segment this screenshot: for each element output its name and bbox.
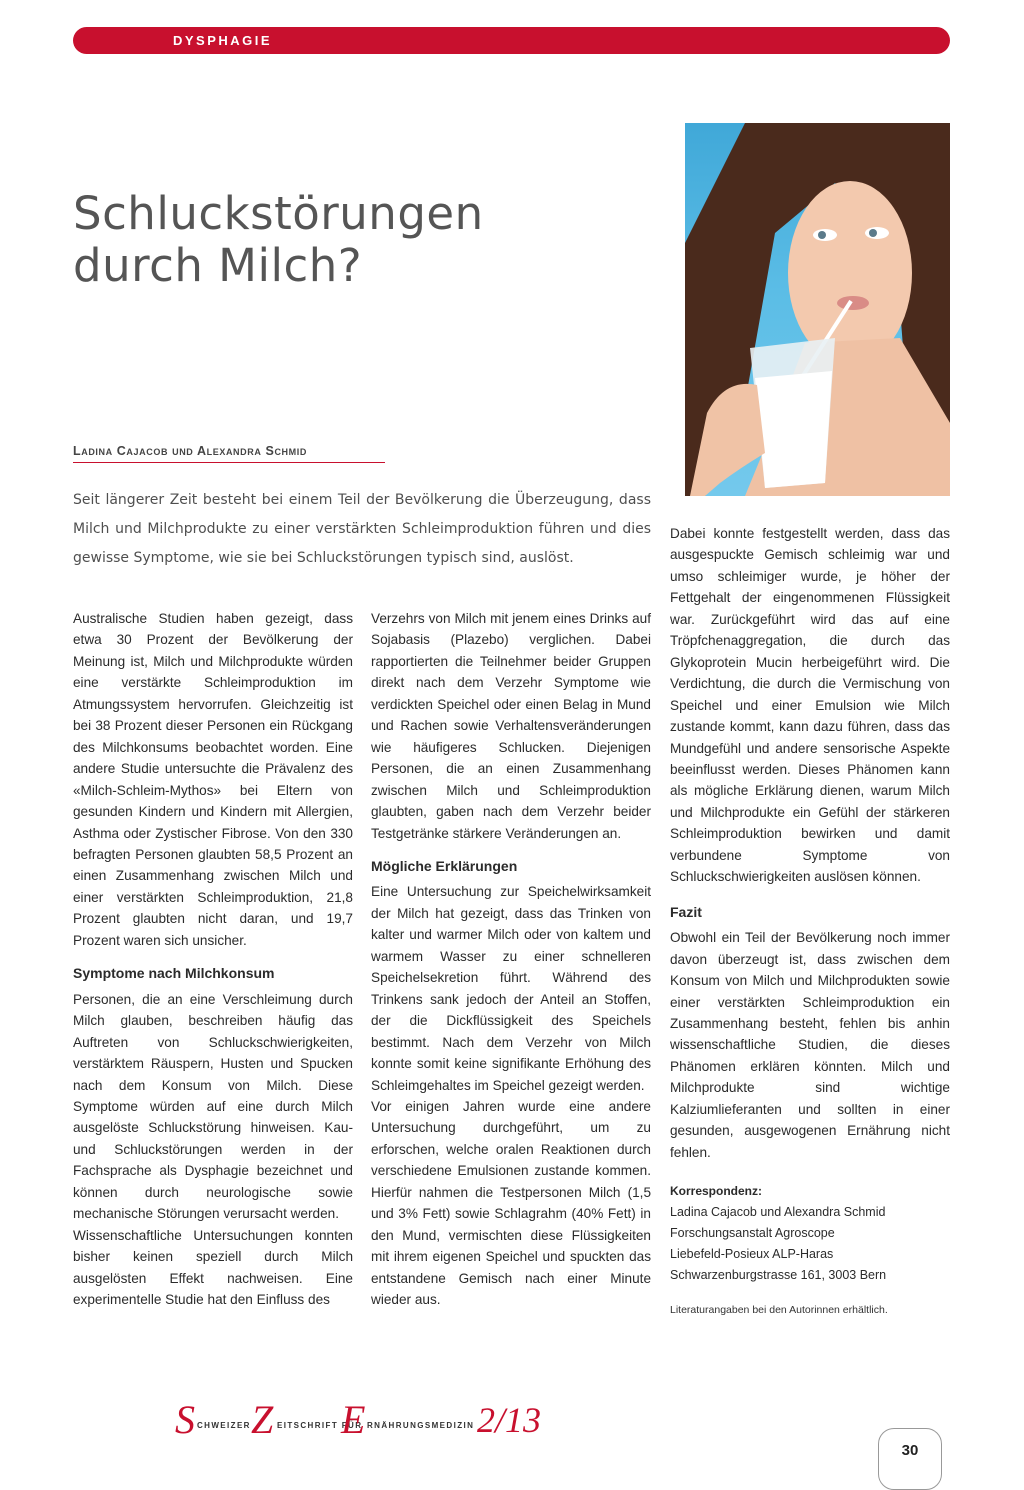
paragraph: Vor einigen Jahren wurde eine andere Untersuchung durchgeführt, um zu erforschen, welche oralen Reaktionen durch verschiedene Emulsionen zustande kommen. Hierfür nahmen die Testpersonen Milch (1,5 und 3% Fett) sowie Schlagrahm (40% Fett) in den Mund, vermischten diese Flüssigkeiten mit ihrem eigenen Speichel und spuckten das entstandene Gemisch nach einer Minute wieder aus.: [371, 1098, 651, 1308]
footer-letter-e: E: [341, 1397, 366, 1442]
heading-symptome: Symptome nach Milchkonsum: [73, 965, 275, 982]
column-2: [371, 608, 651, 1311]
paragraph: Verzehrs von Milch mit jenem eines Drinks auf Sojabasis (Plazebo) verglichen. Dabei rapportierten die Teilnehmer beider Gruppen direkt nach dem Verzehr Symptome wie verdickten Speichel oder einen Belag in Mund und Rachen sowie Verhaltensveränderungen wie häufigeres Schlucken. Diejenigen Personen, die an einen Zusammenhang zwischen Milch und Schleimproduktion glaubten, gaben nach dem Verzehr beider Testgetränke stärkere Veränderungen an.: [371, 611, 651, 841]
correspondence-line: Ladina Cajacob und Alexandra Schmid: [670, 1205, 886, 1220]
correspondence-line: Schwarzenburgstrasse 161, 3003 Bern: [670, 1268, 887, 1283]
journal-footer: [175, 1398, 635, 1442]
paragraph: Wissenschaftliche Untersuchungen konnten bisher keinen speziell durch Milch ausgelösten Effekt nachweisen. Eine experimentelle Studie hat den Einfluss des: [73, 1227, 353, 1308]
correspondence: [670, 1181, 950, 1286]
column-3: [670, 523, 950, 1322]
section-label: DYSPHAGIE: [173, 33, 273, 48]
article-lead: Seit längerer Zeit besteht bei einem Teil der Bevölkerung die Überzeugung, dass Milch und Milchprodukte zu einer verstärkten Schleimproduktion führen und dies gewisse Symptome, wie sie bei Schluckstörungen typisch sind, auslöst.: [73, 492, 651, 566]
title-line-1: Schluckstörungen: [73, 187, 484, 240]
footer-issue: 2/13: [477, 1400, 542, 1440]
title-line-2: durch Milch?: [73, 239, 363, 292]
column-1: [73, 608, 353, 1311]
footer-letter-z: Z: [251, 1397, 274, 1442]
footer-word-e: RNÄHRUNGSMEDIZIN: [367, 1421, 475, 1430]
article-authors: Ladina Cajacob und Alexandra Schmid: [73, 444, 385, 463]
footer-letter-s: S: [175, 1397, 195, 1442]
paragraph: Eine Untersuchung zur Speichelwirksamkeit der Milch hat gezeigt, dass das Trinken von kalter und warmer Milch oder von kaltem und warmem Wasser zu einer schnelleren Speichelsekretion führt. Während des Trinkens sank jedoch der Anteil an Stoffen, der die Dickflüssigkeit des Speichels bestimmt. Nach dem Verzehr von Milch konnte somit keine signifikante Erhöhung des Schleimgehaltes im Speichel gezeigt werden.: [371, 884, 651, 1093]
heading-erklaerungen: Mögliche Erklärungen: [371, 857, 518, 874]
paragraph: Obwohl ein Teil der Bevölkerung noch immer davon überzeugt ist, dass zwischen dem Konsum von Milch und Milchprodukten sowie einer verstärkten Schleimproduktion ein Zusammenhang besteht, fehlen bis anhin wissenschaftliche Studien, die dieses Phänomen erklären könnten. Milch und Milchprodukte sind wichtige Kalziumlieferanten und sollten in einer gesunden, ausgewogenen Ernährung nicht fehlen.: [670, 930, 950, 1160]
paragraph: Personen, die an eine Verschleimung durch Milch glauben, beschreiben häufig das Auftreten von Schluckschwierigkeiten, verstärktem Räuspern, Husten und Spucken nach dem Konsum von Milch. Diese Symptome würden auf eine durch Milch ausgelöste Schluckstörung hinweisen. Kau- und Schluckstörungen werden in der Fachsprache als Dysphagie bezeichnet und können durch neurologische sowie mechanische Störungen verursacht werden.: [73, 991, 353, 1222]
paragraph: Australische Studien haben gezeigt, dass etwa 30 Prozent der Bevölkerung der Meinung ist, Milch und Milchprodukte würden eine verstärkte Schleimproduktion im Atmungssystem hervorrufen. Gleichzeitig ist bei 38 Prozent dieser Personen ein Rückgang des Milchkonsums beobachtet worden. Eine andere Studie untersuchte die Prävalenz des «Milch-Schleim-Mythos» bei Eltern von gesunden Kindern und Kindern mit Allergien, Asthma oder Zystischer Fibrose. Von den 330 befragten Personen glaubten 58,5 Prozent an einen Zusammenhang zwischen Milch und einer verstärkten Schleimproduktion, 21,8 Prozent glaubten nicht daran, und 19,7 Prozent waren sich unsicher.: [73, 611, 353, 948]
literature-note: Literaturangaben bei den Autorinnen erhältlich.: [670, 1304, 888, 1317]
correspondence-line: Forschungsanstalt Agroscope: [670, 1226, 835, 1241]
correspondence-heading: Korrespondenz:: [670, 1184, 763, 1199]
woman-drinking-milk-illustration: [685, 123, 950, 496]
page-number: 30: [901, 1442, 919, 1459]
correspondence-line: Liebefeld-Posieux ALP-Haras: [670, 1247, 834, 1262]
heading-fazit: Fazit: [670, 903, 702, 920]
section-banner: [73, 27, 950, 54]
page-number-box: [878, 1428, 942, 1490]
article-photo: [685, 123, 950, 496]
paragraph: Dabei konnte festgestellt werden, dass das ausgespuckte Gemisch schleimig war und umso schleimiger wurde, je höher der Fettgehalt der eingenommenen Flüssigkeit war. Zurückgeführt wird das auf eine Tröpfchenaggregation, die durch das Glykoprotein Mucin herbeigeführt wird. Die Verdichtung, die durch die Vermischung von Speichel und einer Emulsion wie Milch zustande kommt, kann dazu führen, dass das Mundgefühl und andere sensorische Aspekte beeinflusst werden. Dieses Phänomen kann als mögliche Erklärung dienen, warum Milch und Milchprodukte ein Gefühl der stärkeren Schleimproduktion bewirken und damit verbundene Symptome von Schluckschwierigkeiten auslösen können.: [670, 526, 950, 885]
footer-word-z: EITSCHRIFT FÜR: [277, 1421, 363, 1430]
article-title: [73, 188, 633, 292]
footer-word-s: CHWEIZER: [197, 1421, 251, 1430]
